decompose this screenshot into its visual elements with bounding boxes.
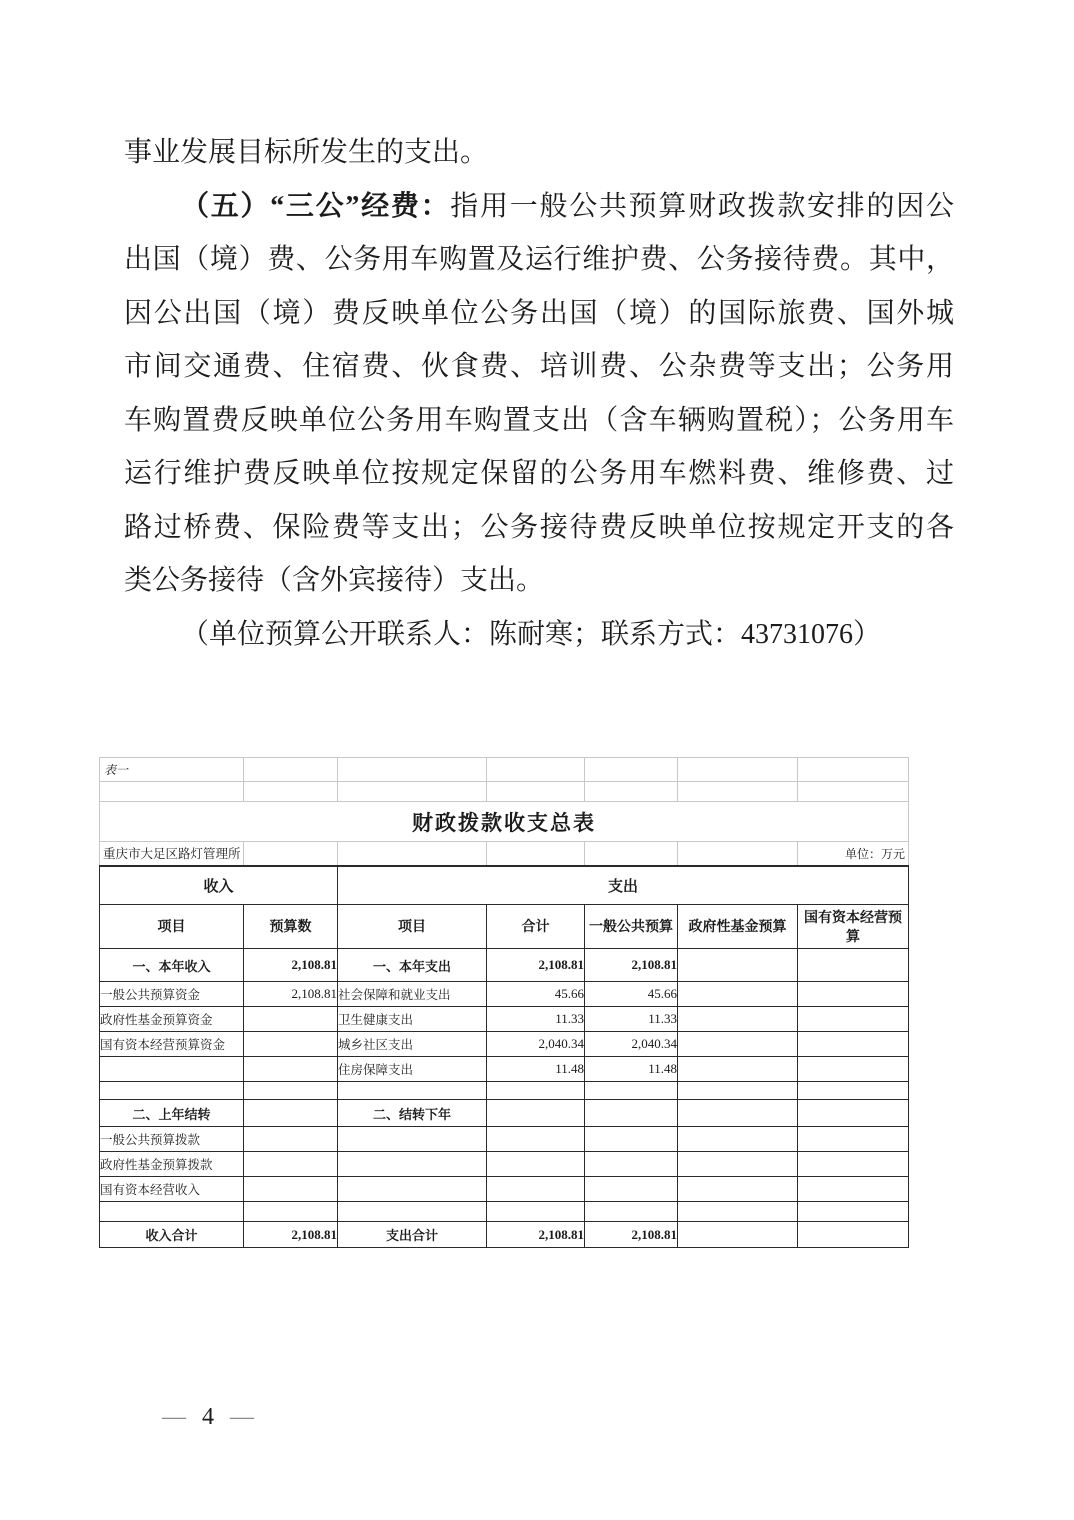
text-line: 类公务接待（含外宾接待）支出。	[124, 565, 545, 596]
org-name-cell: 重庆市大足区路灯管理所	[100, 842, 244, 866]
data-cell: 2,108.81	[244, 1222, 338, 1248]
data-cell: 社会保障和就业支出	[338, 982, 487, 1007]
empty-cell	[100, 1082, 244, 1100]
table-row	[100, 1007, 909, 1032]
data-cell	[244, 1057, 338, 1082]
data-cell: 45.66	[585, 982, 678, 1007]
data-cell	[244, 1032, 338, 1057]
emphasis-text: （五）“三公”经费：	[181, 190, 451, 222]
empty-cell	[678, 1082, 798, 1100]
empty-cell	[487, 1082, 585, 1100]
empty-cell	[585, 1082, 678, 1100]
empty-cell	[798, 1177, 909, 1202]
budget-summary-table	[99, 757, 909, 1248]
table-row	[100, 1152, 909, 1177]
data-cell: 11.48	[487, 1057, 585, 1082]
empty-cell	[487, 782, 585, 802]
empty-cell	[244, 1082, 338, 1100]
empty-cell	[678, 982, 798, 1007]
column-header: 国有资本经营预算	[798, 905, 909, 949]
empty-cell	[338, 1177, 487, 1202]
data-cell: 住房保障支出	[338, 1057, 487, 1082]
empty-cell	[798, 1082, 909, 1100]
empty-cell	[338, 758, 487, 782]
footer-dash: —	[230, 1404, 254, 1430]
org-row	[100, 842, 909, 866]
text-segment: 指用一般公共预算财政拨款安排的因公	[450, 190, 954, 222]
column-header: 一般公共预算	[585, 905, 678, 949]
empty-cell	[678, 1127, 798, 1152]
table-title-row	[100, 802, 909, 842]
text-line	[124, 180, 954, 234]
data-cell: 2,108.81	[487, 1222, 585, 1248]
data-cell: 国有资本经营预算资金	[100, 1032, 244, 1057]
empty-cell	[487, 842, 585, 866]
column-header: 项目	[100, 905, 244, 949]
table-tag-row	[100, 758, 909, 782]
table-tag-cell: 表一	[100, 758, 244, 782]
empty-cell	[244, 1100, 338, 1127]
empty-cell	[678, 1222, 798, 1248]
data-cell: 2,108.81	[244, 982, 338, 1007]
data-cell: 2,040.34	[487, 1032, 585, 1057]
page-number: 4	[202, 1404, 214, 1430]
empty-cell	[585, 1152, 678, 1177]
empty-cell	[244, 1127, 338, 1152]
data-cell: 2,040.34	[585, 1032, 678, 1057]
empty-cell	[798, 758, 909, 782]
expense-group-header: 支出	[338, 866, 909, 905]
empty-cell	[678, 1152, 798, 1177]
total-row	[100, 1222, 909, 1248]
empty-cell	[487, 1100, 585, 1127]
empty-cell	[678, 1032, 798, 1057]
text-line: 市间交通费、住宿费、伙食费、培训费、公杂费等支出；公务用	[124, 351, 954, 382]
body-text	[124, 126, 954, 661]
table-row	[100, 949, 909, 982]
spacer-row	[100, 1202, 909, 1222]
empty-cell	[244, 842, 338, 866]
empty-cell	[487, 1177, 585, 1202]
empty-cell	[678, 1202, 798, 1222]
text-line: 路过桥费、保险费等支出；公务接待费反映单位按规定开支的各	[124, 511, 954, 543]
column-header: 合计	[487, 905, 585, 949]
empty-cell	[585, 842, 678, 866]
table-row	[100, 1100, 909, 1127]
empty-cell	[798, 1100, 909, 1127]
column-header-row	[100, 905, 909, 949]
empty-cell	[798, 1202, 909, 1222]
text-line: 因公出国（境）费反映单位公务出国（境）的国际旅费、国外城	[124, 297, 954, 329]
column-header: 项目	[338, 905, 487, 949]
page-footer	[162, 1404, 254, 1431]
empty-cell	[338, 1082, 487, 1100]
data-cell: 11.33	[487, 1007, 585, 1032]
empty-cell	[244, 1202, 338, 1222]
spacer-row	[100, 782, 909, 802]
spacer-row	[100, 1082, 909, 1100]
table-row	[100, 1127, 909, 1152]
empty-cell	[678, 1007, 798, 1032]
unit-cell: 单位：万元	[798, 842, 909, 866]
data-cell: 45.66	[487, 982, 585, 1007]
empty-cell	[678, 1100, 798, 1127]
empty-cell	[585, 782, 678, 802]
data-cell: 11.48	[585, 1057, 678, 1082]
data-cell: 11.33	[585, 1007, 678, 1032]
data-cell: 一般公共预算拨款	[100, 1127, 244, 1152]
data-cell: 2,108.81	[585, 1222, 678, 1248]
empty-cell	[244, 782, 338, 802]
text-line: 事业发展目标所发生的支出。	[124, 137, 489, 168]
data-cell	[244, 1007, 338, 1032]
table-row	[100, 1032, 909, 1057]
empty-cell	[244, 758, 338, 782]
data-cell	[100, 1057, 244, 1082]
data-cell: 2,108.81	[585, 949, 678, 982]
empty-cell	[487, 1127, 585, 1152]
empty-cell	[100, 782, 244, 802]
empty-cell	[585, 1100, 678, 1127]
column-header: 政府性基金预算	[678, 905, 798, 949]
column-header: 预算数	[244, 905, 338, 949]
empty-cell	[585, 1127, 678, 1152]
data-cell: 卫生健康支出	[338, 1007, 487, 1032]
table-title: 财政拨款收支总表	[100, 802, 909, 842]
empty-cell	[244, 1177, 338, 1202]
empty-cell	[678, 842, 798, 866]
empty-cell	[487, 1202, 585, 1222]
footer-dash: —	[162, 1404, 186, 1430]
data-cell: 国有资本经营收入	[100, 1177, 244, 1202]
empty-cell	[798, 1127, 909, 1152]
data-cell: 一般公共预算资金	[100, 982, 244, 1007]
empty-cell	[798, 1032, 909, 1057]
text-line: 运行维护费反映单位按规定保留的公务用车燃料费、维修费、过	[124, 458, 954, 489]
empty-cell	[798, 1152, 909, 1177]
data-cell: 一、本年收入	[100, 949, 244, 982]
empty-cell	[678, 949, 798, 982]
empty-cell	[338, 1202, 487, 1222]
data-cell: 2,108.81	[487, 949, 585, 982]
empty-cell	[338, 1127, 487, 1152]
empty-cell	[798, 982, 909, 1007]
empty-cell	[585, 1177, 678, 1202]
data-cell: 二、结转下年	[338, 1100, 487, 1127]
empty-cell	[798, 782, 909, 802]
empty-cell	[487, 1152, 585, 1177]
empty-cell	[798, 1057, 909, 1082]
empty-cell	[244, 1152, 338, 1177]
empty-cell	[798, 1222, 909, 1248]
table-row	[100, 982, 909, 1007]
data-cell: 政府性基金预算拨款	[100, 1152, 244, 1177]
text-line: 车购置费反映单位公务用车购置支出（含车辆购置税）；公务用车	[124, 404, 954, 436]
empty-cell	[585, 1202, 678, 1222]
empty-cell	[487, 758, 585, 782]
data-cell: 城乡社区支出	[338, 1032, 487, 1057]
table-row	[100, 1177, 909, 1202]
empty-cell	[678, 782, 798, 802]
income-group-header: 收入	[100, 866, 338, 905]
data-cell: 政府性基金预算资金	[100, 1007, 244, 1032]
data-cell: 2,108.81	[244, 949, 338, 982]
table-row	[100, 1057, 909, 1082]
contact-line: （单位预算公开联系人：陈耐寒；联系方式：43731076）	[181, 618, 882, 650]
empty-cell	[678, 1177, 798, 1202]
group-header-row	[100, 866, 909, 905]
data-cell: 二、上年结转	[100, 1100, 244, 1127]
text-line: 出国（境）费、公务用车购置及运行维护费、公务接待费。其中，	[124, 244, 954, 275]
empty-cell	[338, 782, 487, 802]
data-cell: 收入合计	[100, 1222, 244, 1248]
empty-cell	[585, 758, 678, 782]
empty-cell	[798, 1007, 909, 1032]
empty-cell	[798, 949, 909, 982]
data-cell: 一、本年支出	[338, 949, 487, 982]
empty-cell	[338, 1152, 487, 1177]
empty-cell	[678, 758, 798, 782]
data-cell: 支出合计	[338, 1222, 487, 1248]
empty-cell	[678, 1057, 798, 1082]
empty-cell	[100, 1202, 244, 1222]
empty-cell	[338, 842, 487, 866]
